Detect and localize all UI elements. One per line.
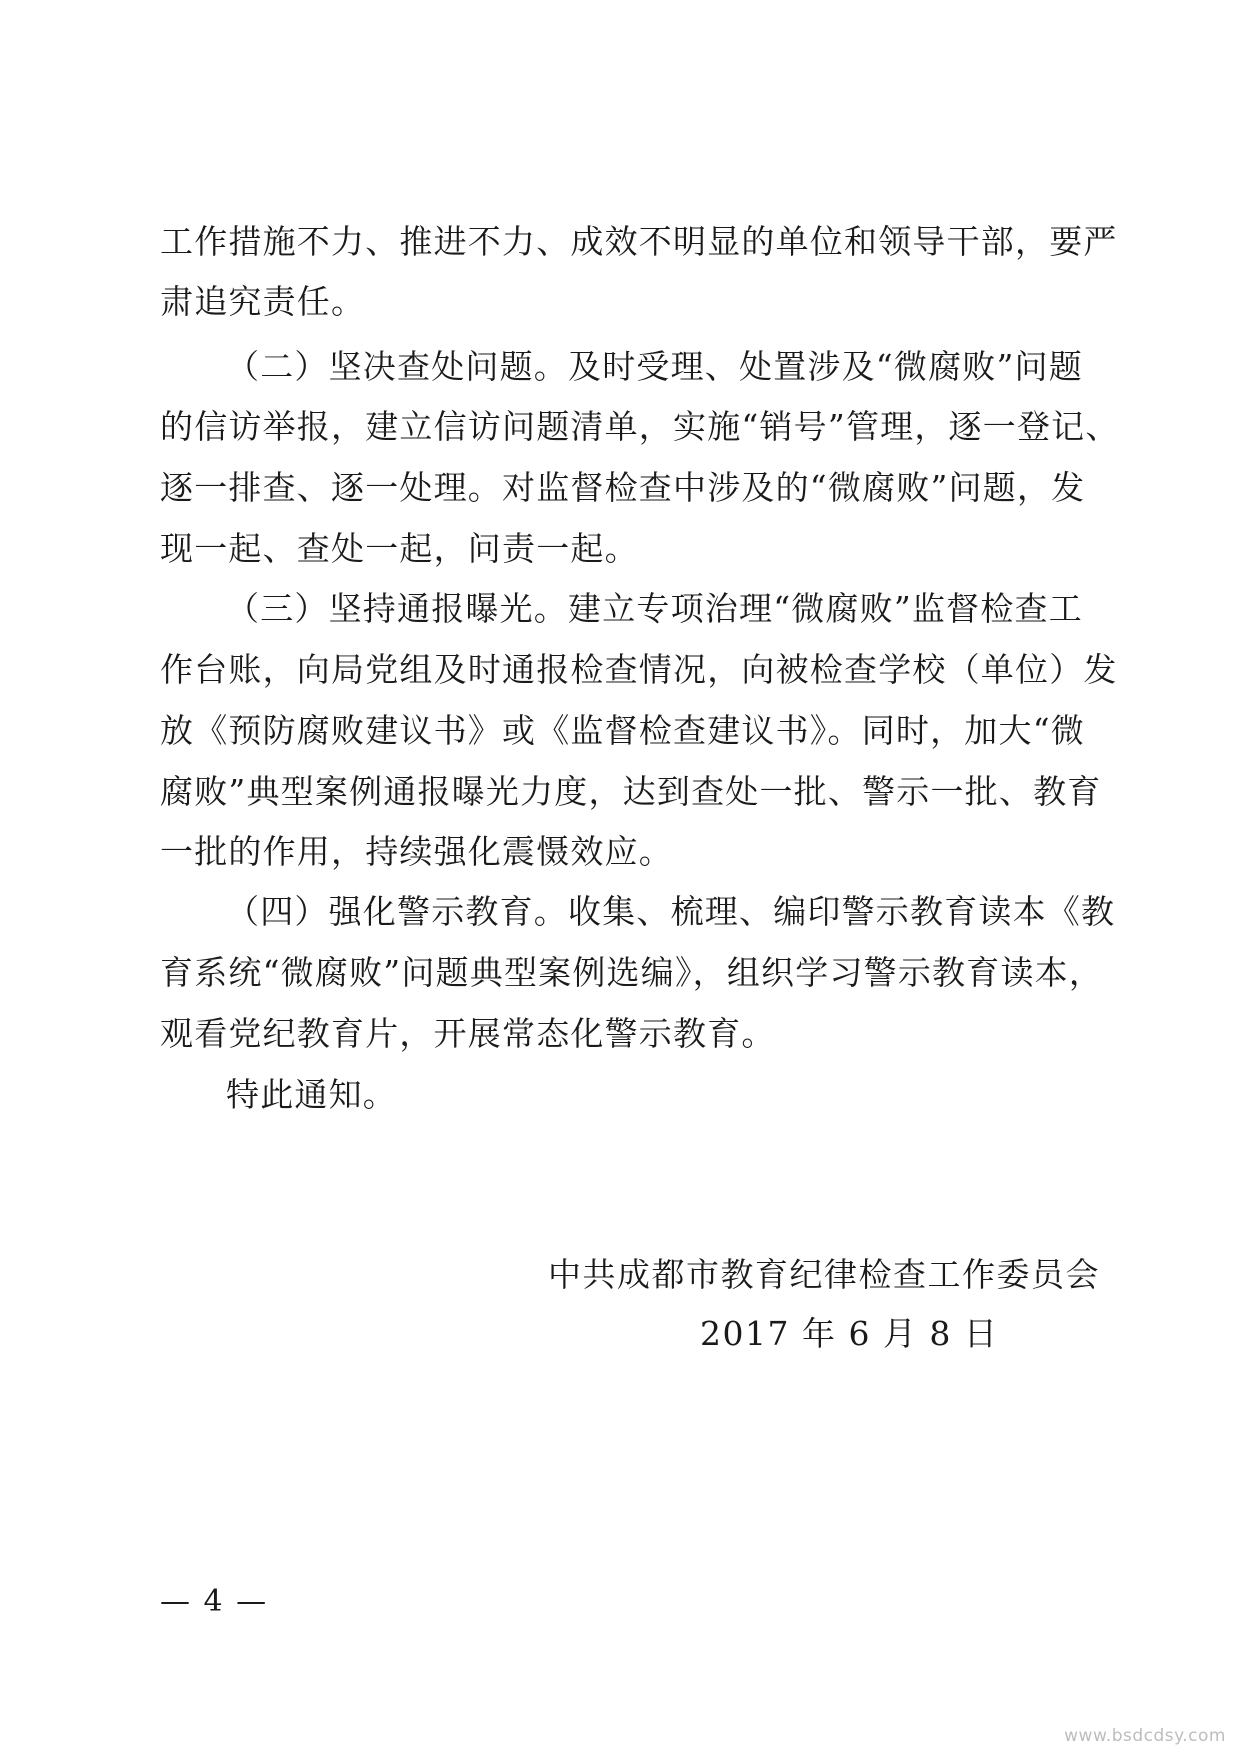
body-line: 的信访举报，建立信访问题清单，实施“销号”管理，逐一登记、 <box>160 407 1120 446</box>
paragraph-heading-line: （四）强化警示教育。收集、梳理、编印警示教育读本《教 <box>226 892 1116 931</box>
paragraph-heading-line: （三）坚持通报曝光。建立专项治理“微腐败”监督检查工 <box>226 589 1083 628</box>
watermark: www.bsdcdsy.com <box>1064 1726 1226 1746</box>
body-line: 放《预防腐败建议书》或《监督检查建议书》。同时，加大“微 <box>160 711 1085 750</box>
body-line: 作台账，向局党组及时通报检查情况，向被检查学校（单位）发 <box>160 650 1118 689</box>
signature-date: 2017 年 6 月 8 日 <box>700 1314 999 1353</box>
paragraph-heading-line: （二）坚决查处问题。及时受理、处置涉及“微腐败”问题 <box>226 347 1083 386</box>
body-line: 肃追究责任。 <box>160 282 366 321</box>
body-line: 现一起、查处一起，问责一起。 <box>160 529 639 568</box>
body-line: 工作措施不力、推进不力、成效不明显的单位和领导干部，要严 <box>160 222 1118 261</box>
signature-organization: 中共成都市教育纪律检查工作委员会 <box>548 1255 1100 1294</box>
body-line: 腐败”典型案例通报曝光力度，达到查处一批、警示一批、教育 <box>160 772 1102 811</box>
body-line: 一批的作用，持续强化震慑效应。 <box>160 832 673 871</box>
closing-line: 特此通知。 <box>226 1075 397 1114</box>
body-line: 观看党纪教育片，开展常态化警示教育。 <box>160 1014 776 1053</box>
body-line: 育系统“微腐败”问题典型案例选编》，组织学习警示教育读本， <box>160 953 1104 992</box>
page-number: — 4 — <box>160 1584 269 1619</box>
body-line: 逐一排查、逐一处理。对监督检查中涉及的“微腐败”问题，发 <box>160 468 1086 507</box>
